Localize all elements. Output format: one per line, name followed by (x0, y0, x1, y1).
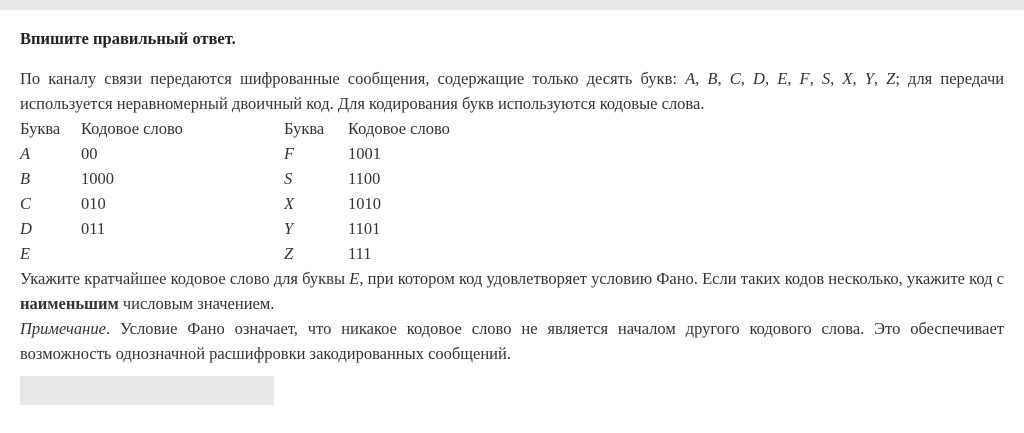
table-row (20, 216, 498, 241)
cell-letter: C (20, 194, 32, 213)
answer-input[interactable] (20, 376, 274, 405)
cell-code: 111 (348, 244, 372, 263)
letter-s: S (821, 69, 831, 88)
cell-letter: S (284, 169, 293, 188)
cell-code-empty (81, 241, 284, 266)
cell-letter: F (284, 144, 295, 163)
cell-letter: Z (284, 244, 294, 263)
question-text-end: числовым значением. (118, 294, 275, 313)
cell-code: 1000 (81, 169, 114, 188)
question-text: Укажите кратчайшее кодовое слово для буквы (20, 269, 350, 288)
task-intro: По каналу связи передаются шифрованные сообщения, содержащие только десять букв: A, B, C, D, E, F, S, X, Y, Z; для передачи используется неравномерный двоичный код. Для кодирования букв используются кодовые слова. (20, 69, 1005, 113)
table-row (20, 191, 498, 216)
letter-b: B (707, 69, 718, 88)
cell-code: 1100 (348, 169, 381, 188)
letter-z: Z (886, 69, 896, 88)
letter-f: F (799, 69, 810, 88)
letter-c: C (729, 69, 741, 88)
letter-e: E (777, 69, 788, 88)
task-title: Впишите правильный ответ. (20, 29, 236, 48)
intro-text-end: ; для передачи используется неравномерный двоичный код. Для кодирования букв используются кодовые слова. (20, 69, 1005, 113)
cell-code: 011 (81, 219, 106, 238)
task-question (20, 266, 1004, 316)
letter-x: X (842, 69, 853, 88)
header-code-1: Кодовое слово (81, 119, 183, 138)
letter-a: A (685, 69, 696, 88)
question-bold: наименьшим (20, 294, 119, 313)
cell-code: 1101 (348, 219, 381, 238)
question-text-cont: , при котором код удовлетворяет условию Фано. Если таких кодов несколько, укажите код с (359, 269, 1004, 288)
cell-letter: A (20, 144, 31, 163)
letter-y: Y (864, 69, 874, 88)
header-letter-1: Буква (20, 119, 61, 138)
table-header-row (20, 116, 498, 141)
header-code-2: Кодовое слово (348, 119, 450, 138)
note-label: Примечание (20, 319, 106, 338)
intro-text: По каналу связи передаются шифрованные сообщения, содержащие только десять букв: (20, 69, 686, 88)
note-text: . Условие Фано означает, что никакое кодовое слово не является началом другого кодового слова. Это обеспечивает возможность однозначной расшифровки закодированных сообщений. (20, 319, 1004, 363)
question-letter: E (349, 269, 360, 288)
code-table (20, 116, 498, 266)
cell-letter: B (20, 169, 31, 188)
table-row (20, 166, 498, 191)
table-row (20, 241, 498, 266)
cell-letter: Y (284, 219, 294, 238)
cell-code: 00 (81, 144, 98, 163)
table-row (20, 141, 498, 166)
top-bar (0, 0, 1024, 10)
task-content (20, 26, 1004, 366)
cell-code: 1001 (348, 144, 381, 163)
header-letter-2: Буква (284, 119, 325, 138)
task-note (20, 316, 1004, 366)
cell-letter: X (284, 194, 295, 213)
cell-letter: E (20, 244, 31, 263)
cell-code: 1010 (348, 194, 381, 213)
letter-d: D (753, 69, 765, 88)
cell-code: 010 (81, 194, 106, 213)
cell-letter: D (20, 219, 32, 238)
